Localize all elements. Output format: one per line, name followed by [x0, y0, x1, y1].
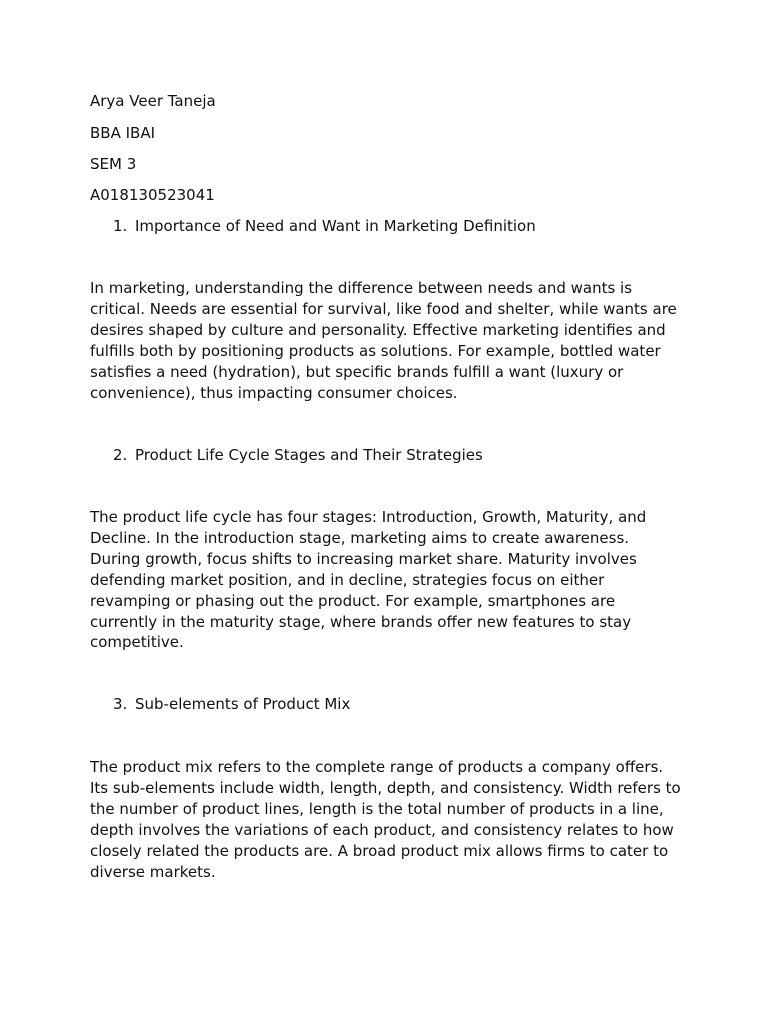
section-number: 1.: [113, 217, 128, 235]
section-number: 3.: [113, 695, 128, 713]
section-heading-1: [113, 216, 536, 236]
program-name: BBA IBAI: [90, 124, 156, 142]
section-body-3: The product mix refers to the complete range of products a company offers. Its sub-elements include width, length, depth, and consistency. Width refers to the number of product lines, length is the total number of products in a line, depth involves the variations of each product, and consistency relates to how closely related the products are. A broad product mix allows firms to cater to diverse markets.: [90, 758, 681, 881]
section-number: 2.: [113, 446, 128, 464]
student-name: Arya Veer Taneja: [90, 92, 216, 110]
enrollment-number: A018130523041: [90, 186, 215, 204]
section-title: Product Life Cycle Stages and Their Strategies: [135, 446, 483, 464]
section-title: Sub-elements of Product Mix: [135, 695, 351, 713]
section-heading-2: [113, 445, 483, 465]
section-heading-3: [113, 694, 350, 714]
section-body-1: In marketing, understanding the difference between needs and wants is critical. Needs are essential for survival, like food and shelter, while wants are desires shaped by culture and personality. Effective marketing identifies and fulfills both by positioning products as solutions. For example, bottled water satisfies a need (hydration), but specific brands fulfill a want (luxury or convenience), thus impacting consumer choices.: [90, 279, 677, 402]
section-title: Importance of Need and Want in Marketing Definition: [135, 217, 536, 235]
semester-label: SEM 3: [90, 155, 137, 173]
section-body-2: The product life cycle has four stages: Introduction, Growth, Maturity, and Decline. In the introduction stage, marketing aims to create awareness. During growth, focus shifts to increasing market share. Maturity involves defending market position, and in decline, strategies focus on either revamping or phasing out the product. For example, smartphones are currently in the maturity stage, where brands offer new features to stay competitive.: [90, 508, 647, 652]
